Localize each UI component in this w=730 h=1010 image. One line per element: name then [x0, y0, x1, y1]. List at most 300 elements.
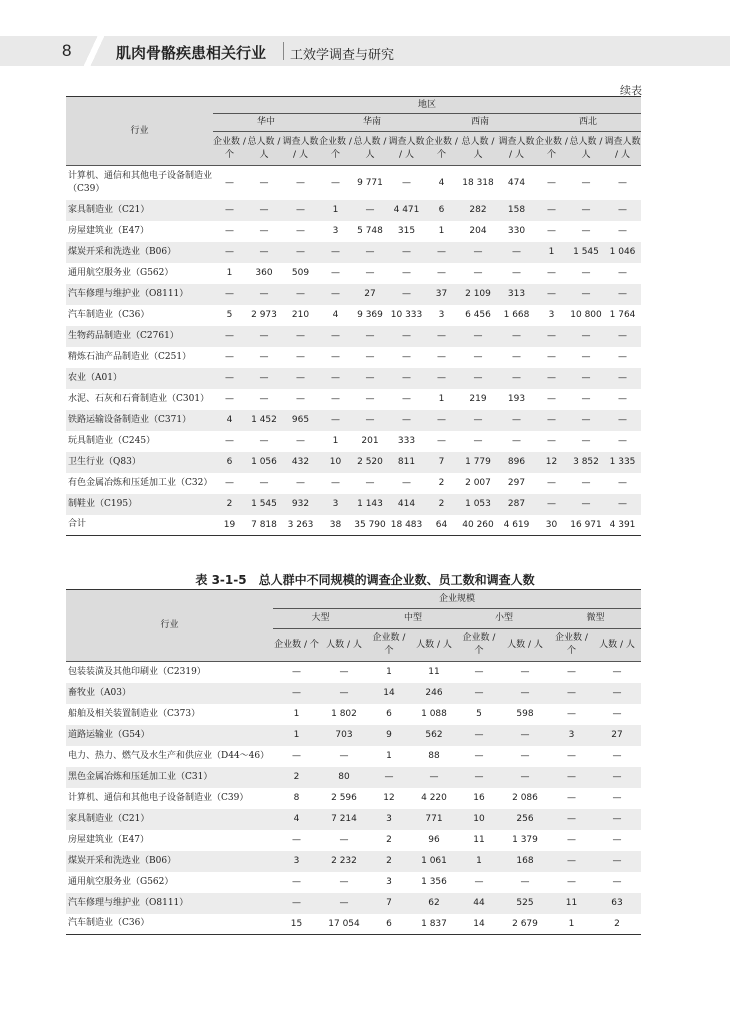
value-cell: 414 — [388, 494, 425, 515]
value-cell: 598 — [516, 709, 534, 719]
sub-header-cell: 总人数 / 人 — [458, 132, 498, 166]
value-cell: — — [550, 767, 593, 788]
value-cell: — — [612, 877, 622, 887]
value-cell: 27 — [352, 284, 388, 305]
value-cell: 474 — [507, 177, 526, 188]
value-cell: 246 — [410, 683, 458, 704]
value-cell: 2 — [593, 914, 641, 935]
industry-cell: 通用航空服务业（G562） — [68, 876, 174, 887]
value-cell: — — [520, 667, 530, 678]
industry-cell: 汽车修理与维护业（O8111） — [66, 893, 273, 914]
value-cell: 896 — [498, 452, 535, 473]
table-row — [66, 389, 641, 410]
value-cell: — — [282, 326, 319, 347]
sub-header-cell: 总人数 / 人 — [568, 132, 604, 166]
sub-header-cell: 总人数 / 人 — [246, 132, 282, 166]
value-cell: — — [535, 284, 568, 305]
value-cell: — — [246, 326, 282, 347]
value-cell: 4 220 — [421, 793, 447, 803]
value-cell: — — [567, 835, 576, 845]
value-cell: 297 — [507, 478, 526, 488]
value-cell: 1 452 — [246, 410, 282, 431]
value-cell: — — [388, 368, 425, 389]
value-cell: — — [593, 809, 641, 830]
value-cell: — — [213, 326, 246, 347]
book-subtitle: 工效学调查与研究 — [290, 48, 395, 63]
value-cell: — — [581, 478, 591, 488]
value-cell: — — [547, 177, 556, 188]
value-cell: — — [331, 352, 340, 362]
value-cell: — — [331, 268, 340, 278]
value-cell: 4 391 — [604, 515, 641, 536]
value-cell: — — [282, 200, 319, 221]
value-cell: — — [535, 200, 568, 221]
value-cell: — — [365, 268, 375, 278]
value-cell: — — [568, 410, 604, 431]
value-cell: — — [259, 394, 269, 404]
value-cell: — — [246, 284, 282, 305]
value-cell: — — [365, 478, 375, 488]
value-cell: 6 — [368, 914, 410, 935]
value-cell: — — [458, 725, 500, 746]
value-cell: — — [388, 410, 425, 431]
value-cell: 16 — [473, 793, 485, 803]
table-row — [66, 221, 641, 242]
sub-header-cell: 调查人数 / 人 — [604, 132, 641, 166]
industry-cell: 道路运输业（G54） — [66, 725, 273, 746]
industry-cell: 煤炭开采和洗选业（B06） — [66, 242, 213, 263]
value-cell: — — [437, 352, 446, 362]
value-cell: — — [458, 326, 498, 347]
value-cell: — — [550, 809, 593, 830]
industry-cell: 玩具制造业（C245） — [68, 435, 156, 446]
value-cell: — — [320, 683, 368, 704]
value-cell: — — [547, 226, 556, 236]
value-cell: 333 — [397, 436, 416, 446]
value-cell: — — [567, 793, 576, 803]
value-cell: — — [547, 352, 556, 362]
value-cell: 3 — [332, 226, 339, 236]
industry-cell: 家具制造业（C21） — [66, 200, 213, 221]
value-cell: 256 — [500, 809, 550, 830]
scale-header-cell: 大型 — [273, 609, 368, 629]
value-cell: — — [500, 767, 550, 788]
value-cell: 4 — [332, 310, 339, 320]
industry-header: 行业 — [66, 97, 213, 166]
table-row — [66, 263, 641, 284]
value-cell: — — [282, 242, 319, 263]
value-cell: — — [388, 242, 425, 263]
value-cell: 80 — [320, 767, 368, 788]
sub-header-cell: 企业数 / 个 — [368, 629, 410, 662]
value-cell: 193 — [507, 394, 526, 404]
table-row — [66, 872, 641, 893]
value-cell: — — [282, 368, 319, 389]
value-cell: — — [352, 410, 388, 431]
industry-cell: 生物药品制造业（C2761） — [66, 326, 213, 347]
regional-table-body — [66, 166, 641, 536]
value-cell: — — [593, 851, 641, 872]
table-row — [66, 788, 641, 809]
industry-cell: 汽车制造业（C36） — [66, 914, 273, 935]
value-cell: 3 — [386, 877, 392, 887]
value-cell: — — [213, 200, 246, 221]
value-cell: — — [581, 268, 591, 278]
sub-header-cell: 调查人数 / 人 — [388, 132, 425, 166]
value-cell: — — [547, 478, 556, 488]
value-cell: — — [474, 877, 484, 887]
value-cell: 7 214 — [320, 809, 368, 830]
value-cell: — — [402, 478, 411, 488]
value-cell: 9 — [368, 725, 410, 746]
value-cell: — — [352, 326, 388, 347]
value-cell: — — [581, 394, 591, 404]
value-cell: — — [425, 242, 458, 263]
value-cell: 10 — [458, 809, 500, 830]
value-cell: — — [500, 683, 550, 704]
value-cell: — — [352, 242, 388, 263]
page-number: 8 — [62, 41, 72, 60]
scale-table — [66, 589, 641, 935]
value-cell: 204 — [469, 226, 487, 236]
value-cell: 6 456 — [465, 310, 491, 320]
value-cell: — — [618, 268, 627, 278]
value-cell: — — [331, 394, 340, 404]
industry-cell: 有色金属冶炼和压延加工业（C32） — [68, 477, 213, 488]
value-cell: — — [567, 709, 576, 719]
continued-label: 续表 — [620, 84, 642, 97]
value-cell: — — [296, 177, 305, 188]
region-header: 地区 — [213, 97, 641, 114]
value-cell: — — [474, 751, 484, 761]
value-cell: — — [388, 284, 425, 305]
table-row — [66, 242, 641, 263]
value-cell: — — [458, 242, 498, 263]
value-cell: — — [473, 352, 483, 362]
value-cell: 3 — [438, 310, 445, 320]
table-row — [66, 368, 641, 389]
industry-cell: 计算机、通信和其他电子设备制造业（C39） — [68, 170, 213, 194]
industry-cell: 船舶及相关装置制造业（C373） — [68, 708, 201, 719]
sub-header-cell: 人数 / 人 — [593, 629, 641, 662]
value-cell: — — [618, 478, 627, 488]
value-cell: — — [581, 177, 591, 188]
value-cell: 2 679 — [500, 914, 550, 935]
sub-header-cell: 总人数 / 人 — [352, 132, 388, 166]
value-cell: — — [425, 326, 458, 347]
value-cell: 1 356 — [421, 877, 447, 887]
value-cell: 9 771 — [357, 177, 383, 188]
value-cell: 1 — [332, 436, 339, 446]
value-cell: — — [425, 368, 458, 389]
value-cell: — — [365, 394, 375, 404]
value-cell: — — [567, 667, 576, 678]
value-cell: 158 — [498, 200, 535, 221]
table-row — [66, 452, 641, 473]
value-cell: 1 — [386, 667, 392, 678]
value-cell: 3 — [273, 851, 320, 872]
value-cell: — — [535, 410, 568, 431]
value-cell: 168 — [500, 851, 550, 872]
value-cell: 5 — [226, 310, 233, 320]
table-row — [66, 830, 641, 851]
industry-header: 行业 — [66, 590, 273, 662]
value-cell: 1 056 — [246, 452, 282, 473]
value-cell: — — [498, 368, 535, 389]
scale-header-cell: 微型 — [550, 609, 641, 629]
value-cell: — — [612, 793, 622, 803]
value-cell: — — [618, 352, 627, 362]
value-cell: — — [581, 436, 591, 446]
table-row — [66, 166, 641, 200]
value-cell: 3 — [368, 809, 410, 830]
table-row — [66, 347, 641, 368]
value-cell: — — [319, 284, 352, 305]
value-cell: — — [568, 200, 604, 221]
value-cell: — — [568, 368, 604, 389]
industry-cell: 铁路运输设备制造业（C371） — [66, 410, 213, 431]
value-cell: 1 053 — [458, 494, 498, 515]
value-cell: 96 — [428, 835, 440, 845]
value-cell: — — [402, 352, 411, 362]
value-cell: 315 — [397, 226, 416, 236]
sub-header-cell: 调查人数 / 人 — [282, 132, 319, 166]
value-cell: 219 — [469, 394, 487, 404]
value-cell: — — [458, 683, 500, 704]
value-cell: 12 — [535, 452, 568, 473]
value-cell: 3 — [550, 725, 593, 746]
value-cell: — — [331, 177, 340, 188]
table-row — [66, 746, 641, 767]
value-cell: 509 — [291, 268, 310, 278]
region-header-cell: 华中 — [213, 114, 319, 132]
value-cell: — — [437, 268, 446, 278]
value-cell: — — [498, 242, 535, 263]
sub-header-cell: 企业数 / 个 — [535, 132, 568, 166]
value-cell: 2 — [273, 767, 320, 788]
value-cell: — — [458, 410, 498, 431]
value-cell: — — [225, 478, 234, 488]
value-cell: — — [512, 436, 521, 446]
industry-cell: 精炼石油产品制造业（C251） — [68, 351, 192, 362]
sub-header-cell: 人数 / 人 — [500, 629, 550, 662]
value-cell: — — [320, 893, 368, 914]
value-cell: — — [246, 368, 282, 389]
industry-cell: 煤炭开采和洗选业（B06） — [66, 851, 273, 872]
value-cell: 1 — [550, 914, 593, 935]
industry-cell: 电力、热力、燃气及水生产和供应业（D44～46） — [68, 750, 270, 761]
scale-header: 企业规模 — [273, 590, 641, 609]
region-header-cell: 西北 — [535, 114, 641, 132]
value-cell: 3 852 — [568, 452, 604, 473]
region-header-cell: 华南 — [319, 114, 425, 132]
table-row — [66, 704, 641, 725]
value-cell: 1 088 — [421, 709, 447, 719]
industry-cell: 卫生行业（Q83） — [66, 452, 213, 473]
value-cell: 16 971 — [568, 515, 604, 536]
sub-header-cell: 企业数 / 个 — [213, 132, 246, 166]
value-cell: — — [474, 667, 484, 678]
value-cell: 63 — [593, 893, 641, 914]
table-caption: 表 3-1-5 总人群中不同规模的调查企业数、员工数和调查人数 — [195, 573, 535, 587]
value-cell: — — [292, 667, 301, 678]
sub-header-cell: 人数 / 人 — [410, 629, 458, 662]
value-cell: 4 619 — [498, 515, 535, 536]
value-cell: 27 — [593, 725, 641, 746]
value-cell: — — [259, 478, 269, 488]
value-cell: — — [604, 326, 641, 347]
value-cell: — — [246, 200, 282, 221]
value-cell: 330 — [507, 226, 526, 236]
value-cell: — — [402, 177, 411, 188]
value-cell: — — [296, 394, 305, 404]
value-cell: — — [618, 394, 627, 404]
value-cell: 4 — [213, 410, 246, 431]
sub-header-cell: 企业数 / 个 — [425, 132, 458, 166]
value-cell: — — [259, 226, 269, 236]
value-cell: — — [352, 200, 388, 221]
value-cell: 1 — [535, 242, 568, 263]
value-cell: 1 764 — [609, 310, 636, 320]
value-cell: — — [402, 268, 411, 278]
industry-cell: 农业（A01） — [66, 368, 213, 389]
value-cell: — — [512, 268, 521, 278]
value-cell: — — [225, 436, 234, 446]
table-row — [66, 473, 641, 494]
value-cell: 4 — [273, 809, 320, 830]
value-cell: 2 007 — [465, 478, 491, 488]
value-cell: — — [500, 725, 550, 746]
value-cell: 10 800 — [570, 310, 602, 320]
value-cell: 2 232 — [320, 851, 368, 872]
value-cell: — — [458, 767, 500, 788]
value-cell: — — [535, 326, 568, 347]
value-cell: — — [612, 667, 622, 678]
value-cell: — — [604, 200, 641, 221]
value-cell: 30 — [535, 515, 568, 536]
value-cell: 37 — [425, 284, 458, 305]
value-cell: — — [550, 683, 593, 704]
value-cell: 2 — [425, 494, 458, 515]
value-cell: — — [225, 226, 234, 236]
value-cell: — — [339, 877, 349, 887]
value-cell: 10 — [319, 452, 352, 473]
value-cell: — — [535, 368, 568, 389]
value-cell: 360 — [255, 268, 273, 278]
value-cell: — — [612, 709, 622, 719]
value-cell: — — [213, 368, 246, 389]
value-cell: 2 109 — [458, 284, 498, 305]
value-cell: — — [593, 683, 641, 704]
value-cell: 44 — [458, 893, 500, 914]
industry-cell: 包装装潢及其他印刷业（C2319） — [68, 666, 206, 677]
value-cell: 811 — [388, 452, 425, 473]
value-cell: — — [550, 851, 593, 872]
value-cell: 1 668 — [503, 310, 530, 320]
value-cell: — — [225, 177, 234, 188]
region-header-cell: 西南 — [425, 114, 535, 132]
value-cell: 62 — [410, 893, 458, 914]
value-cell: — — [581, 352, 591, 362]
value-cell: 287 — [498, 494, 535, 515]
value-cell: 432 — [282, 452, 319, 473]
value-cell: 17 054 — [320, 914, 368, 935]
value-cell: 1 — [293, 709, 300, 719]
value-cell: 210 — [291, 310, 310, 320]
value-cell: 18 483 — [388, 515, 425, 536]
value-cell: — — [535, 494, 568, 515]
value-cell: — — [512, 352, 521, 362]
value-cell: — — [388, 326, 425, 347]
value-cell: — — [498, 410, 535, 431]
value-cell: — — [568, 284, 604, 305]
industry-cell: 通用航空服务业（G562） — [68, 267, 174, 278]
header-slash-decoration — [84, 36, 104, 66]
value-cell: 5 748 — [357, 226, 383, 236]
value-cell: 1 779 — [458, 452, 498, 473]
industry-cell: 黑色金属冶炼和压延加工业（C31） — [66, 767, 273, 788]
value-cell: — — [568, 494, 604, 515]
value-cell: — — [568, 326, 604, 347]
value-cell: 11 — [428, 667, 440, 678]
table-row — [66, 431, 641, 452]
value-cell: — — [473, 268, 483, 278]
value-cell: 6 — [425, 200, 458, 221]
value-cell: 1 335 — [604, 452, 641, 473]
value-cell: — — [259, 352, 269, 362]
table-row — [66, 494, 641, 515]
value-cell: — — [618, 177, 627, 188]
value-cell: 35 790 — [352, 515, 388, 536]
value-cell: — — [319, 368, 352, 389]
value-cell: 932 — [282, 494, 319, 515]
value-cell: — — [547, 394, 556, 404]
value-cell: 703 — [320, 725, 368, 746]
value-cell: — — [612, 835, 622, 845]
table-row — [66, 767, 641, 788]
value-cell: 19 — [213, 515, 246, 536]
value-cell: — — [498, 326, 535, 347]
industry-cell: 汽车修理与维护业（O8111） — [66, 284, 213, 305]
value-cell: — — [618, 436, 627, 446]
value-cell: 1 — [273, 725, 320, 746]
value-cell: — — [296, 436, 305, 446]
table-row — [66, 725, 641, 746]
value-cell: — — [520, 751, 530, 761]
value-cell: 18 318 — [462, 177, 494, 188]
value-cell: 4 — [438, 177, 445, 188]
value-cell: 771 — [410, 809, 458, 830]
value-cell: — — [213, 284, 246, 305]
value-cell: 4 471 — [388, 200, 425, 221]
value-cell: — — [246, 242, 282, 263]
sub-header-cell: 企业数 / 个 — [273, 629, 320, 662]
value-cell: 88 — [428, 751, 440, 761]
value-cell: 1 837 — [410, 914, 458, 935]
value-cell: 313 — [498, 284, 535, 305]
table-row — [66, 305, 641, 326]
table-row — [66, 893, 641, 914]
value-cell: 1 — [458, 851, 500, 872]
value-cell: 12 — [383, 793, 395, 803]
value-cell: 2 973 — [251, 310, 277, 320]
industry-cell: 畜牧业（A03） — [66, 683, 273, 704]
scale-header-cell: 小型 — [458, 609, 550, 629]
value-cell: — — [352, 368, 388, 389]
value-cell: — — [567, 751, 576, 761]
value-cell: — — [547, 436, 556, 446]
value-cell: 1 802 — [331, 709, 357, 719]
